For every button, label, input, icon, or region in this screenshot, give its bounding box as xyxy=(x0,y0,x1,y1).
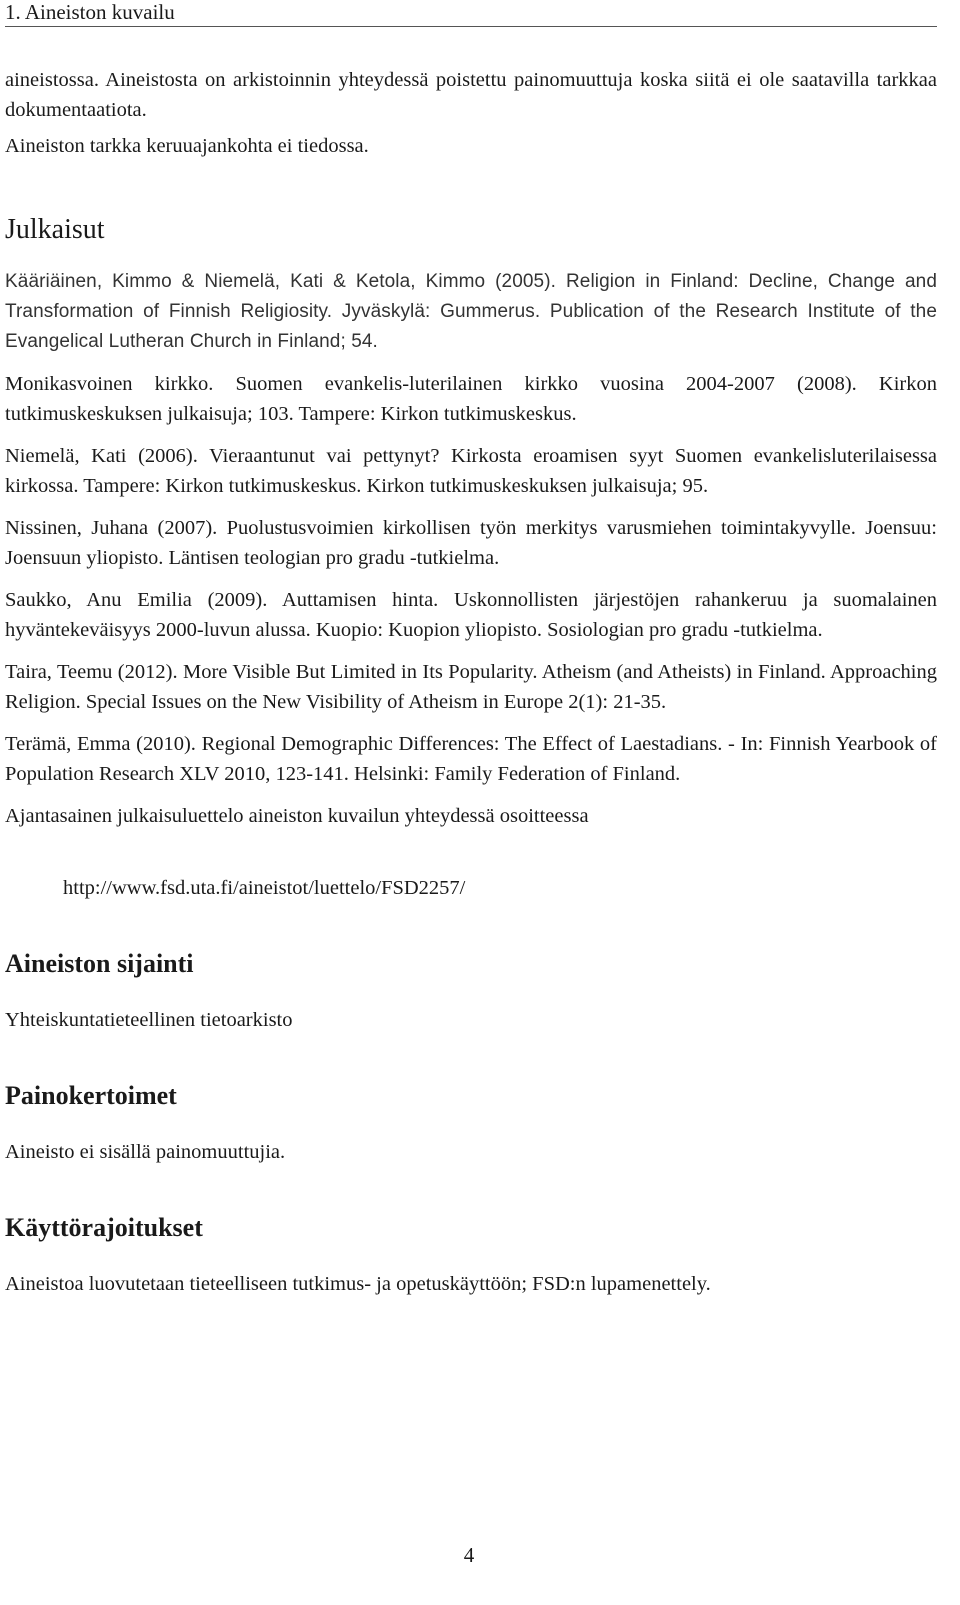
publication-list-note: Ajantasainen julkaisuluettelo aineiston kuvailun yhteydessä osoitteessa xyxy=(5,805,589,827)
reference-item: Taira, Teemu (2012). More Visible But Limited in Its Popularity. Atheism (and Atheists) in Finland. Approaching Religion. Special Issues on the New Visibility of Atheism in Europe 2(1): 21-35. xyxy=(5,661,937,713)
intro-section xyxy=(5,65,937,161)
section-heading-kayttorajoitukset: Käyttörajoitukset xyxy=(5,1213,203,1242)
section-heading-painokertoimet: Painokertoimet xyxy=(5,1081,177,1110)
intro-paragraph-date: Aineiston tarkka keruuajankohta ei tiedossa. xyxy=(5,135,369,157)
reference-item: Saukko, Anu Emilia (2009). Auttamisen hinta. Uskonnollisten järjestöjen rahankeruu ja suomalainen hyväntekeväisyys 2000-luvun alussa. Kuopio: Kuopion yliopisto. Sosiologian pro gradu -tutkielma. xyxy=(5,589,937,641)
running-header: 1. Aineiston kuvailu xyxy=(5,0,937,27)
section-body-sijainti: Yhteiskuntatieteellinen tietoarkisto xyxy=(5,1009,293,1031)
reference-item: Niemelä, Kati (2006). Vieraantunut vai pettynyt? Kirkosta eroamisen syyt Suomen evankelisluterilaisessa kirkossa. Tampere: Kirkon tutkimuskeskus. Kirkon tutkimuskeskuksen julkaisuja; 95. xyxy=(5,445,937,497)
section-heading-julkaisut: Julkaisut xyxy=(5,214,105,245)
page-number: 4 xyxy=(463,1543,475,1567)
publication-list-url[interactable]: http://www.fsd.uta.fi/aineistot/luettelo/FSD2257/ xyxy=(63,877,466,899)
reference-item: Terämä, Emma (2010). Regional Demographic Differences: The Effect of Laestadians. - In: Finnish Yearbook of Population Research XLV 2010, 123-141. Helsinki: Family Federation of Finland. xyxy=(5,733,937,785)
document-page xyxy=(5,0,937,1299)
reference-item: Kääriäinen, Kimmo & Niemelä, Kati & Ketola, Kimmo (2005). Religion in Finland: Decline, Change and Transformation of Finnish Religiosity. Jyväskylä: Gummerus. Publication of the Research Institute of the Evangelical Lutheran Church in Finland; 54. xyxy=(5,271,937,352)
section-heading-sijainti: Aineiston sijainti xyxy=(5,949,194,978)
section-body-kayttorajoitukset: Aineistoa luovutetaan tieteelliseen tutkimus- ja opetuskäyttöön; FSD:n lupamenettely. xyxy=(5,1273,711,1295)
reference-item: Monikasvoinen kirkko. Suomen evankelis-luterilainen kirkko vuosina 2004-2007 (2008). Kirkon tutkimuskeskuksen julkaisuja; 103. Tampere: Kirkon tutkimuskeskus. xyxy=(5,373,937,425)
reference-list xyxy=(5,267,937,789)
section-body-painokertoimet: Aineisto ei sisällä painomuuttujia. xyxy=(5,1141,286,1163)
intro-paragraph: aineistossa. Aineistosta on arkistoinnin yhteydessä poistettu painomuuttuja koska siitä ei ole saatavilla tarkkaa dokumentaatiota. xyxy=(5,69,937,121)
reference-item: Nissinen, Juhana (2007). Puolustusvoimien kirkollisen työn merkitys varusmiehen toimintakyvylle. Joensuu: Joensuun yliopisto. Läntisen teologian pro gradu -tutkielma. xyxy=(5,517,937,569)
